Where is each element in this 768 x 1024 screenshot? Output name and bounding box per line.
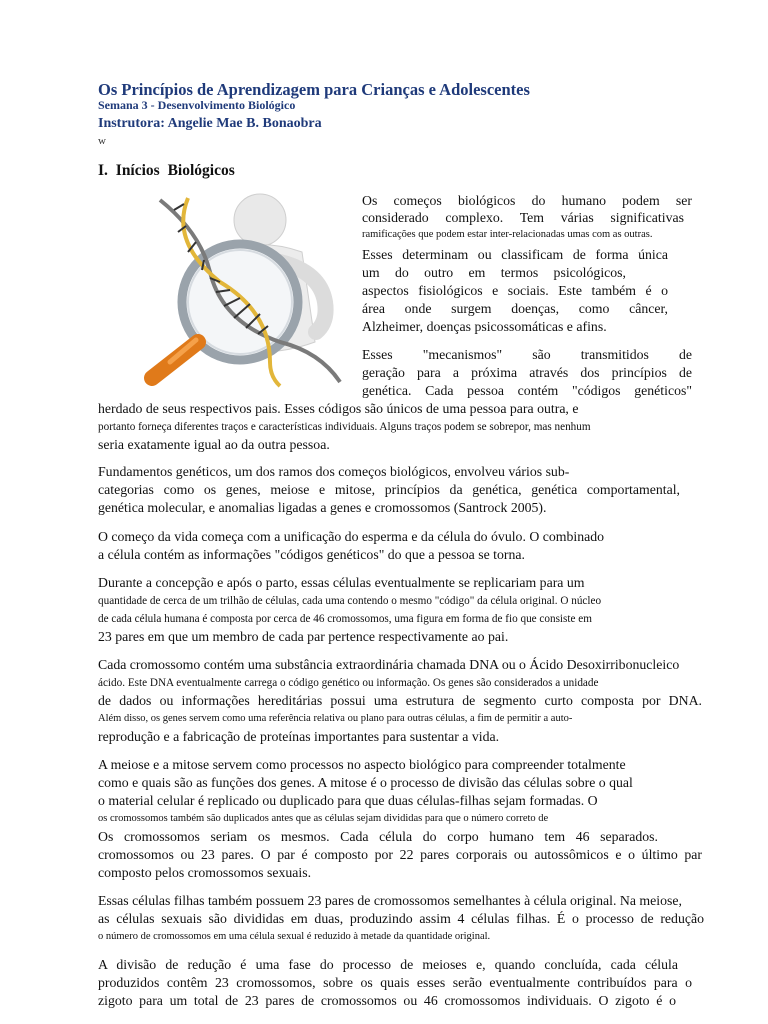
text-line: Além disso, os genes servem como uma referência relativa ou plano para outras células, a fim de permitir a auto- bbox=[98, 713, 573, 724]
text-line: produzidos contêm 23 cromossomos, sobre os quais esses serão eventualmente contribuídos para o bbox=[98, 975, 692, 990]
text-line: Os começos biológicos do humano podem ser bbox=[362, 193, 692, 208]
text-line: ácido. Este DNA eventualmente carrega o código genético ou informação. Os genes são considerados a unidade bbox=[98, 677, 599, 689]
text-line: zigoto para um total de 23 pares de cromossomos ou 46 cromossomos individuais. O zigoto é o bbox=[98, 993, 676, 1008]
text-line: Alzheimer, doenças psicossomáticas e afins. bbox=[362, 319, 607, 334]
text-line: Esses "mecanismos" são transmitidos de bbox=[362, 347, 692, 362]
text-line: geração para a próxima através dos princípios de bbox=[362, 365, 692, 380]
text-line: as células sexuais são divididas em duas, produzindo assim 4 células filhas. É o processo de redução bbox=[98, 911, 704, 926]
text-line: portanto forneça diferentes traços e características individuais. Alguns traços podem se sobrepor, mas nenhum bbox=[98, 421, 591, 433]
week-subtitle: Semana 3 - Desenvolvimento Biológico bbox=[98, 98, 296, 112]
text-line: de cada célula humana é composta por cerca de 46 cromossomos, uma figura em forma de fio que consiste em bbox=[98, 613, 592, 625]
text-line: Essas células filhas também possuem 23 pares de cromossomos semelhantes à célula original. Na meiose, bbox=[98, 893, 682, 908]
text-line: os cromossomos também são duplicados antes que as células sejam divididas para que o número correto de bbox=[98, 813, 549, 824]
text-line: considerado complexo. Tem várias significativas bbox=[362, 210, 684, 225]
text-line: um do outro em termos psicológicos, bbox=[362, 265, 626, 280]
document-title: Os Princípios de Aprendizagem para Crianças e Adolescentes bbox=[98, 80, 530, 99]
text-line: aspectos fisiológicos e sociais. Este também é o bbox=[362, 283, 668, 298]
text-line: 23 pares em que um membro de cada par pertence respectivamente ao pai. bbox=[98, 629, 509, 644]
dna-magnifier-illustration bbox=[130, 192, 352, 388]
text-line: A meiose e a mitose servem como processos no aspecto biológico para compreender totalmente bbox=[98, 757, 626, 772]
text-line: Os cromossomos seriam os mesmos. Cada célula do corpo humano tem 46 separados. bbox=[98, 829, 658, 844]
text-line: genética molecular, e anomalias ligadas a genes e cromossomos (Santrock 2005). bbox=[98, 500, 547, 515]
text-line: o número de cromossomos em uma célula sexual é reduzido à metade da quantidade original. bbox=[98, 931, 491, 942]
text-line: Fundamentos genéticos, um dos ramos dos começos biológicos, envolveu vários sub- bbox=[98, 464, 570, 479]
instructor-line: Instrutora: Angelie Mae B. Bonaobra bbox=[98, 116, 322, 131]
text-line: como e quais são as funções dos genes. A mitose é o processo de divisão das células sobre o qual bbox=[98, 775, 633, 790]
text-line: Durante a concepção e após o parto, essas células eventualmente se replicariam para um bbox=[98, 575, 585, 590]
text-line: genética. Cada pessoa contém "códigos genéticos" bbox=[362, 383, 692, 398]
text-line: O começo da vida começa com a unificação do esperma e da célula do óvulo. O combinado bbox=[98, 529, 605, 544]
text-line: categorias como os genes, meiose e mitose, princípios da genética, genética comportamental, bbox=[98, 482, 680, 497]
text-line: a célula contém as informações "códigos genéticos" do que a pessoa se torna. bbox=[98, 547, 525, 562]
text-line: ramificações que podem estar inter-relacionadas umas com as outras. bbox=[362, 229, 653, 240]
text-line: Esses determinam ou classificam de forma única bbox=[362, 247, 668, 262]
text-line: composto pelos cromossomos sexuais. bbox=[98, 865, 312, 880]
text-line: A divisão de redução é uma fase do processo de meioses e, quando concluída, cada célula bbox=[98, 957, 678, 972]
text-line: quantidade de cerca de um trilhão de células, cada uma contendo o mesmo "código" da célula original. O núcleo bbox=[98, 595, 602, 607]
text-line: reprodução e a fabricação de proteínas importantes para sustentar a vida. bbox=[98, 729, 500, 744]
section-heading: I. Inícios Biológicos bbox=[98, 162, 235, 179]
text-line: o material celular é replicado ou duplicado para que duas células-filhas sejam formadas. O bbox=[98, 793, 598, 808]
stray-mark: w bbox=[98, 135, 106, 147]
text-line: seria exatamente igual ao da outra pessoa. bbox=[98, 437, 330, 452]
text-line: cromossomos ou 23 pares. O par é composto por 22 pares corporais ou autossômicos e o último par bbox=[98, 847, 702, 862]
text-line: de dados ou informações hereditárias possui uma estrutura de segmento curto composta por DNA. bbox=[98, 693, 702, 708]
text-line: área onde surgem doenças, como câncer, bbox=[362, 301, 668, 316]
text-line: herdado de seus respectivos pais. Esses códigos são únicos de uma pessoa para outra, e bbox=[98, 401, 579, 416]
text-line: Cada cromossomo contém uma substância extraordinária chamada DNA ou o Ácido Desoxirribonucleico bbox=[98, 657, 680, 672]
